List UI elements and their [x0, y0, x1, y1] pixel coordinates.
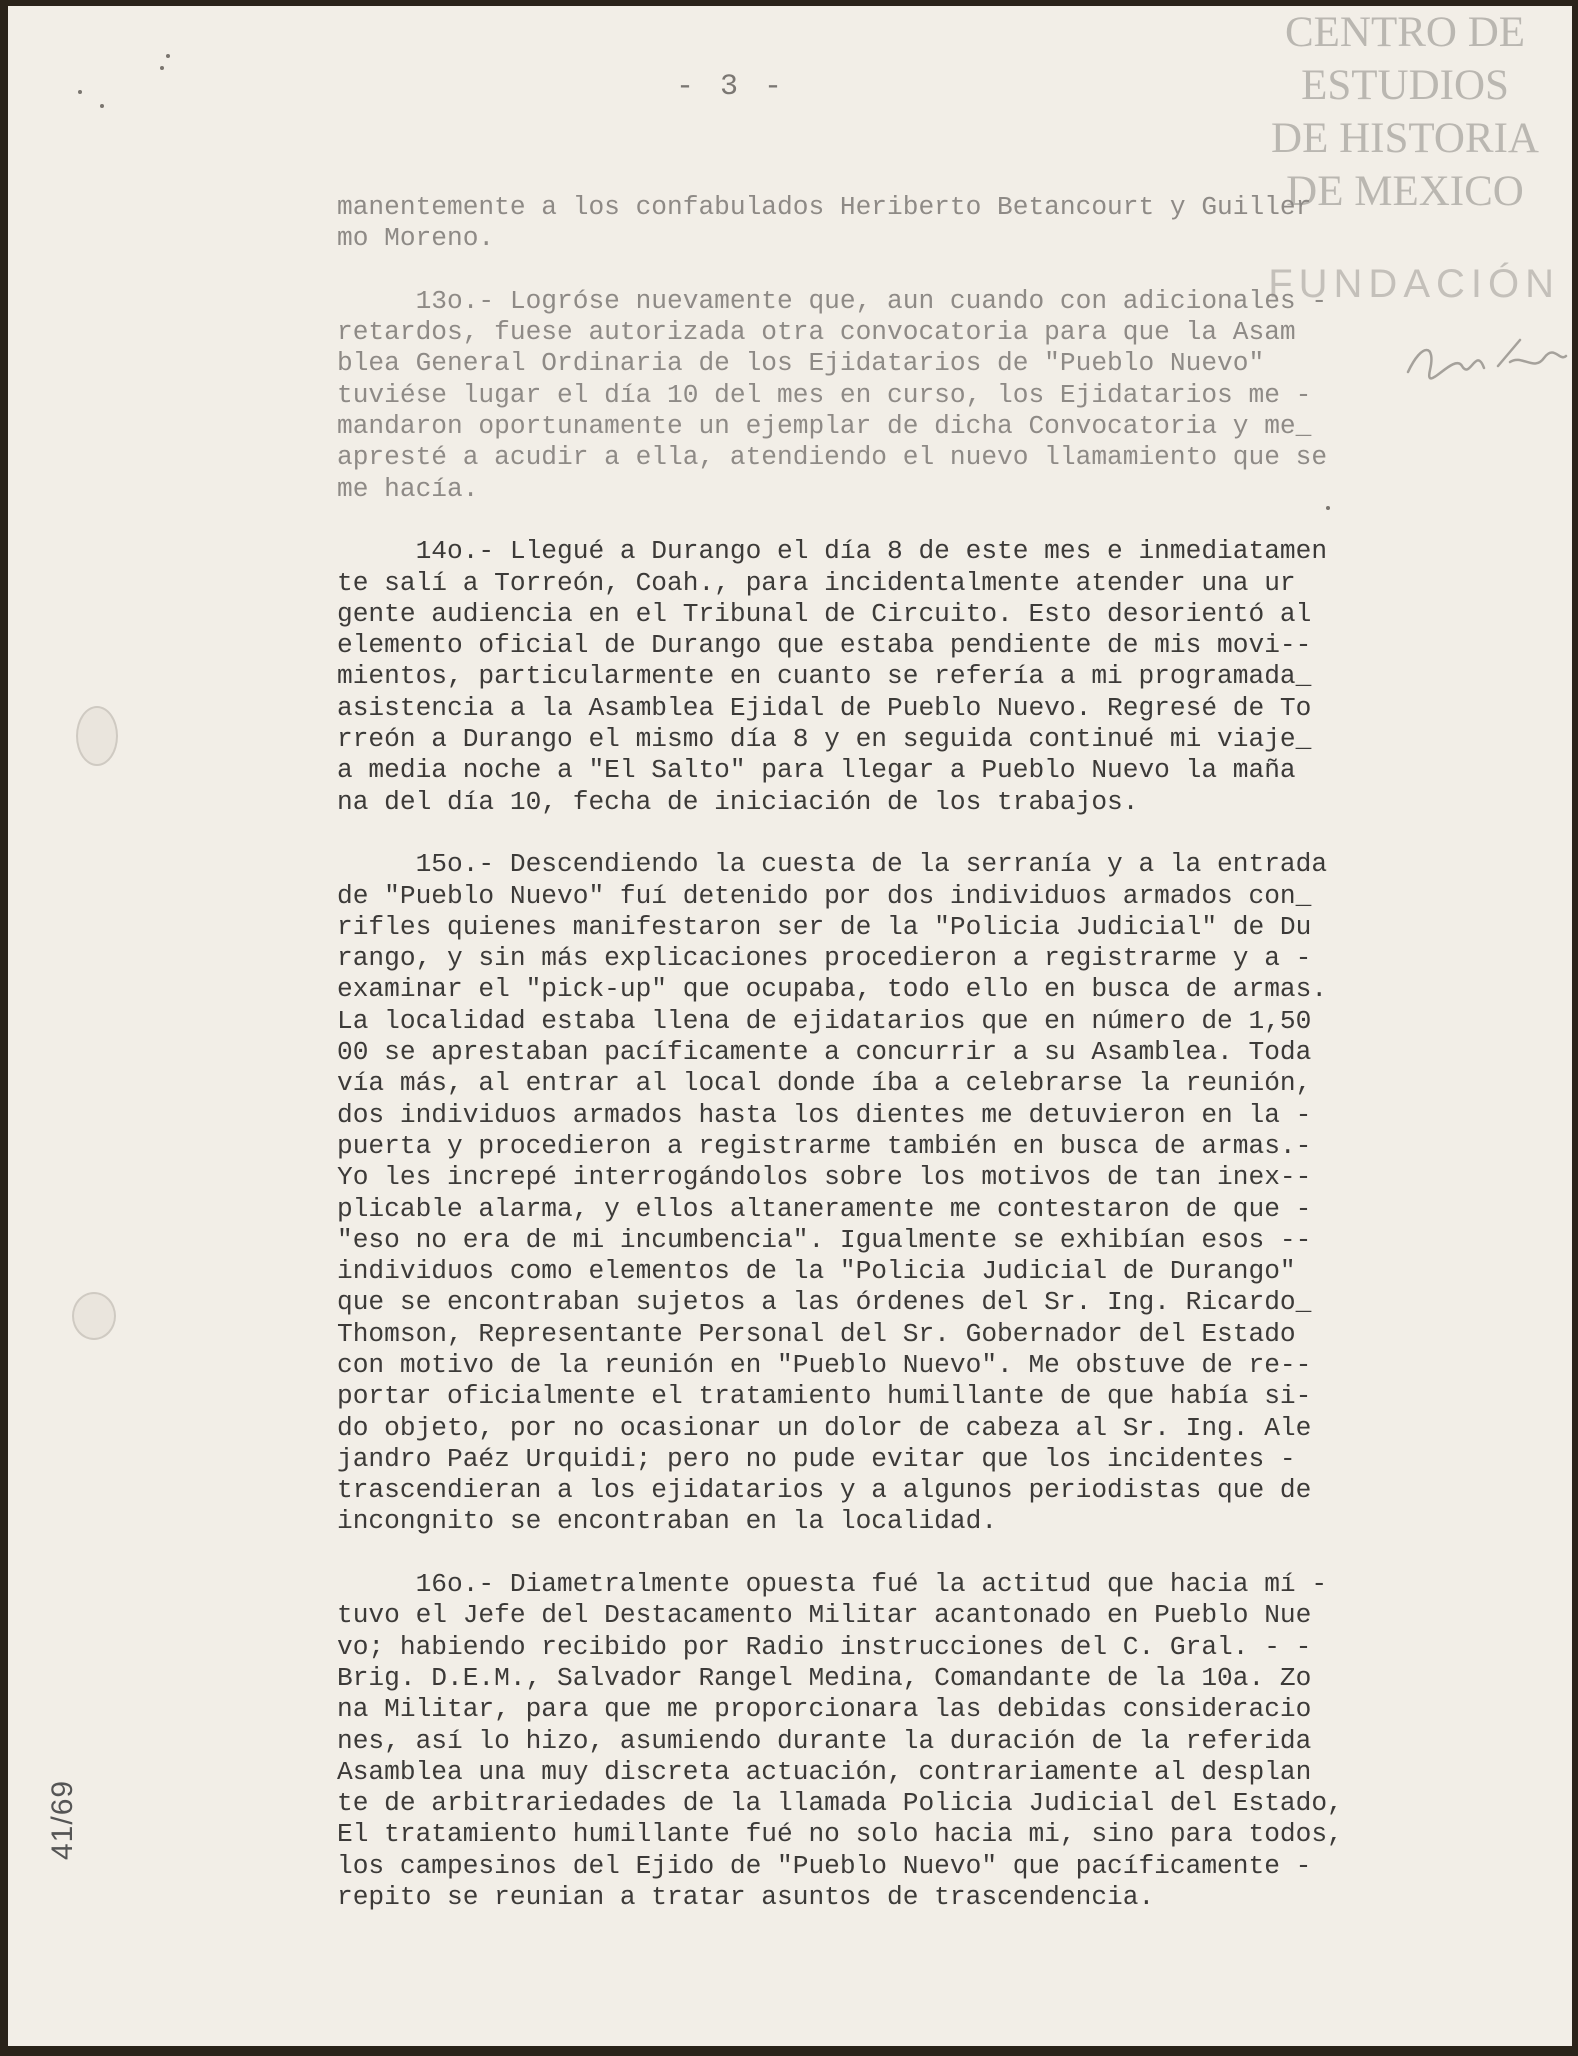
text-line: asistencia a la Asamblea Ejidal de Pueblo Nuevo. Regresé de To [337, 692, 1312, 723]
text-line: dos individuos armados hasta los dientes me detuvieron en la - [337, 1099, 1312, 1130]
text-line: examinar el "pick-up" que ocupaba, todo ello en busca de armas. [337, 974, 1328, 1005]
ink-speck [160, 66, 164, 70]
page-number: - 3 - [676, 70, 787, 104]
archive-watermark [1250, 6, 1560, 218]
paragraph-gap [337, 505, 1532, 536]
paragraph-gap [337, 818, 1532, 849]
text-line: te salí a Torreón, Coah., para incidentalmente atender una ur [337, 567, 1296, 598]
ink-speck [78, 90, 82, 94]
text-line: Yo les increpé interrogándolos sobre los motivos de tan inex-- [337, 1162, 1312, 1193]
text-line: nes, así lo hizo, asumiendo durante la duración de la referida [337, 1725, 1312, 1756]
paragraph [337, 286, 1532, 505]
watermark-line: DE MEXICO [1286, 168, 1524, 215]
text-line: individuos como elementos de la "Policia Judicial de Durango" [337, 1256, 1296, 1287]
text-line: retardos, fuese autorizada otra convocatoria para que la Asam [337, 317, 1296, 348]
text-line: con motivo de la reunión en "Pueblo Nuevo". Me obstuve de re-- [337, 1349, 1312, 1380]
text-line: 00 se aprestaban pacíficamente a concurrir a su Asamblea. Toda [337, 1037, 1312, 1068]
text-line: apresté a acudir a ella, atendiendo el nuevo llamamiento que se [337, 442, 1328, 473]
scan-border-right [1572, 0, 1578, 2056]
ink-speck [166, 54, 170, 58]
scan-border-left [0, 0, 8, 2056]
text-line: vía más, al entrar al local donde íba a celebrarse la reunión, [337, 1068, 1312, 1099]
text-line: elemento oficial de Durango que estaba pendiente de mis movi-- [337, 630, 1312, 661]
paragraph [337, 849, 1532, 1538]
archive-reference: 41/69 [46, 1779, 79, 1860]
watermark-line: ESTUDIOS [1301, 62, 1509, 109]
text-line: incongnito se encontraban en la localidad. [337, 1506, 998, 1537]
text-line: tuvo el Jefe del Destacamento Militar acantonado en Pueblo Nue [337, 1600, 1312, 1631]
text-line: mientos, particularmente en cuanto se refería a mi programada_ [337, 661, 1312, 692]
document-body [337, 192, 1532, 1913]
text-line: manentemente a los confabulados Heriberto Betancourt y Guiller [337, 192, 1312, 222]
text-line: Thomson, Representante Personal del Sr. Gobernador del Estado [337, 1318, 1296, 1349]
punch-hole [72, 1292, 116, 1340]
paragraph [337, 1569, 1532, 1913]
text-line: 15o.- Descendiendo la cuesta de la serranía y a la entrada [337, 849, 1328, 880]
paragraph-gap [337, 1538, 1532, 1569]
watermark-line: DE HISTORIA [1271, 115, 1539, 162]
text-line: na Militar, para que me proporcionara las debidas consideracio [337, 1694, 1312, 1725]
ink-speck [100, 104, 104, 108]
text-line: 14o.- Llegué a Durango el día 8 de este mes e inmediatamen [337, 536, 1328, 567]
text-line: rango, y sin más explicaciones procedieron a registrarme y a - [337, 943, 1312, 974]
paragraph [337, 192, 1532, 255]
punch-hole [76, 706, 118, 766]
text-line: trascendieran a los ejidatarios y a algunos periodistas que de [337, 1475, 1312, 1506]
text-line: La localidad estaba llena de ejidatarios que en número de 1,50 [337, 1005, 1312, 1036]
paragraph [337, 536, 1532, 818]
text-line: El tratamiento humillante fué no solo hacia mi, sino para todos, [337, 1819, 1343, 1850]
text-line: na del día 10, fecha de iniciación de los trabajos. [337, 786, 1139, 817]
text-line: jandro Paéz Urquidi; pero no pude evitar que los incidentes - [337, 1443, 1296, 1474]
text-line: 16o.- Diametralmente opuesta fué la actitud que hacia mí - [337, 1569, 1328, 1600]
text-line: me hacía. [337, 473, 479, 504]
text-line: tuviése lugar el día 10 del mes en curso, los Ejidatarios me - [337, 379, 1312, 410]
watermark-line: CENTRO DE [1284, 9, 1526, 56]
text-line: que se encontraban sujetos a las órdenes del Sr. Ing. Ricardo_ [337, 1287, 1312, 1318]
text-line: te de arbitrariedades de la llamada Policia Judicial del Estado, [337, 1788, 1343, 1819]
text-line: rifles quienes manifestaron ser de la "Policia Judicial" de Du [337, 911, 1312, 942]
text-line: "eso no era de mi incumbencia". Igualmente se exhibían esos -- [337, 1224, 1312, 1255]
text-line: Asamblea una muy discreta actuación, contrariamente al desplan [337, 1756, 1312, 1787]
text-line: a media noche a "El Salto" para llegar a Pueblo Nuevo la maña [337, 755, 1296, 786]
text-line: blea General Ordinaria de los Ejidatarios de "Pueblo Nuevo" [337, 348, 1265, 379]
foundation-label: FUNDACIÓN [1268, 262, 1560, 306]
text-line: 13o.- Logróse nuevamente que, aun cuando con adicionales - [337, 285, 1328, 316]
text-line: los campesinos del Ejido de "Pueblo Nuevo" que pacíficamente - [337, 1850, 1312, 1881]
text-line: plicable alarma, y ellos altaneramente me contestaron de que - [337, 1193, 1312, 1224]
text-line: gente audiencia en el Tribunal de Circuito. Esto desorientó al [337, 598, 1312, 629]
text-line: vo; habiendo recibido por Radio instrucciones del C. Gral. - - [337, 1631, 1312, 1662]
text-line: Brig. D.E.M., Salvador Rangel Medina, Comandante de la 10a. Zo [337, 1662, 1312, 1693]
text-line: portar oficialmente el tratamiento humillante de que había si- [337, 1381, 1312, 1412]
text-line: puerta y procedieron a registrarme también en busca de armas.- [337, 1130, 1312, 1161]
paragraph-gap [337, 255, 1532, 286]
text-line: rreón a Durango el mismo día 8 y en seguida continué mi viaje_ [337, 724, 1312, 755]
text-line: mandaron oportunamente un ejemplar de dicha Convocatoria y me_ [337, 411, 1312, 442]
text-line: repito se reunian a tratar asuntos de trascendencia. [337, 1882, 1155, 1913]
text-line: do objeto, por no ocasionar un dolor de cabeza al Sr. Ing. Ale [337, 1412, 1312, 1443]
text-line: de "Pueblo Nuevo" fuí detenido por dos individuos armados con_ [337, 880, 1312, 911]
scan-border-bottom [0, 2046, 1578, 2056]
text-line: mo Moreno. [337, 223, 495, 254]
